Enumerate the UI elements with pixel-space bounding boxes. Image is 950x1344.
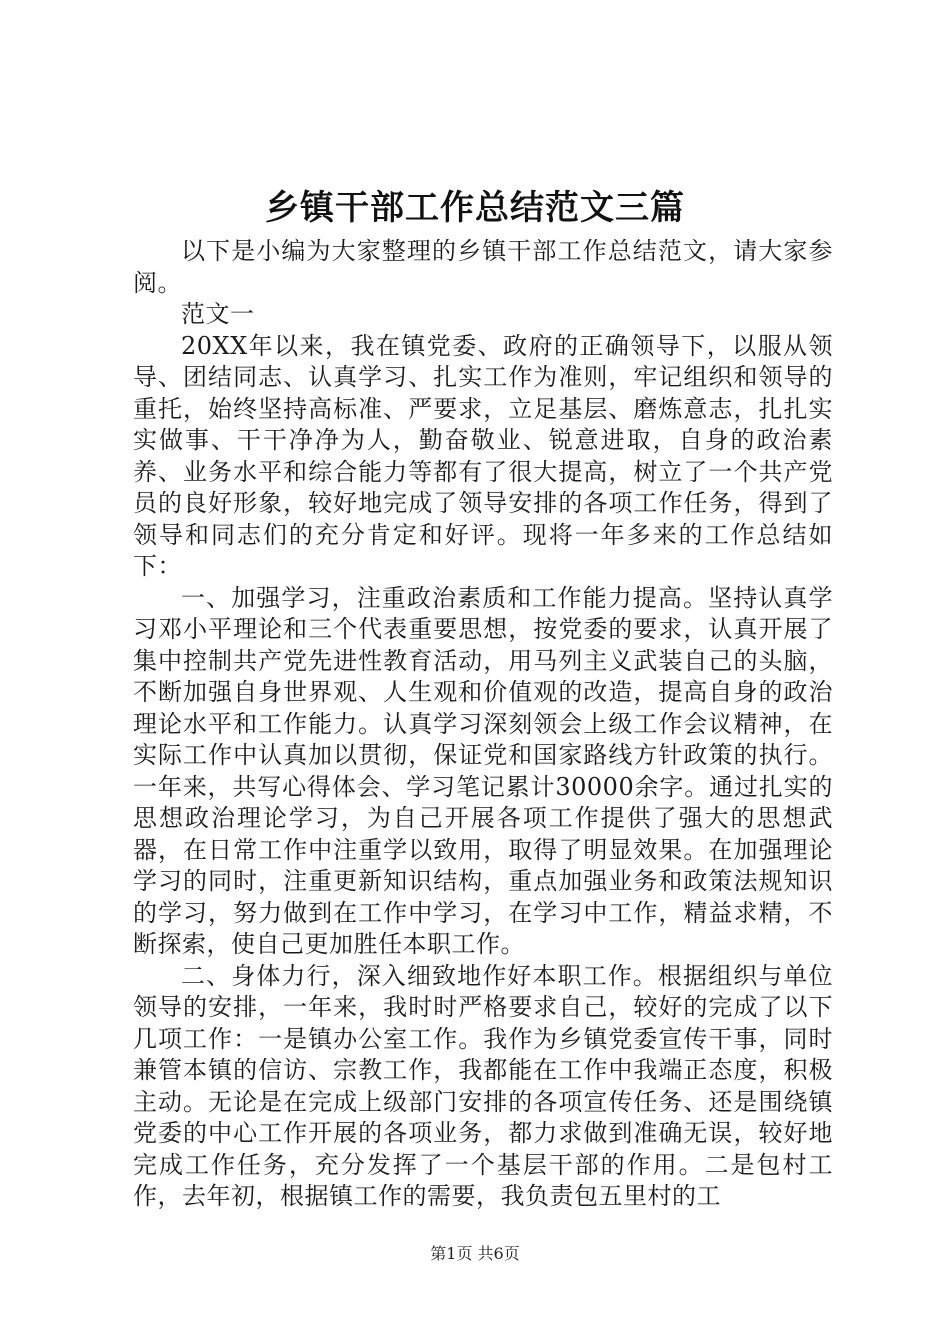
document-body xyxy=(133,236,833,1213)
page-number-footer: 第1页 共6页 xyxy=(430,1244,520,1263)
section-heading: 范文一 xyxy=(181,300,255,328)
intro-paragraph: 以下是小编为大家整理的乡镇干部工作总结范文，请大家参阅。 xyxy=(133,237,833,297)
body-paragraph: 一、加强学习，注重政治素质和工作能力提高。坚持认真学习邓小平理论和三个代表重要思想，按党委的要求，认真开展了集中控制共产党先进性教育活动，用马列主义武装自己的头脑，不断加强自身世界观、人生观和价值观的改造，提高自身的政治理论水平和工作能力。认真学习深刻领会上级工作会议精神，在实际工作中认真加以贯彻，保证党和国家路线方针政策的执行。一年来，共写心得体会、学习笔记累计30000余字。通过扎实的思想政治理论学习，为自己开展各项工作提供了强大的思想武器，在日常工作中注重学以致用，取得了明显效果。在加强理论学习的同时，注重更新知识结构，重点加强业务和政策法规知识的学习，努力做到在工作中学习，在学习中工作，精益求精，不断探索，使自己更加胜任本职工作。 xyxy=(133,583,833,958)
document-title: 乡镇干部工作总结范文三篇 xyxy=(265,188,685,228)
body-paragraph: 20XX年以来，我在镇党委、政府的正确领导下，以服从领导、团结同志、认真学习、扎实工作为准则，牢记组织和领导的重托，始终坚持高标准、严要求，立足基层、磨炼意志，扎扎实实做事、干干净净为人，勤奋敬业、锐意进取，自身的政治素养、业务水平和综合能力等都有了很大提高，树立了一个共产党员的良好形象，较好地完成了领导安排的各项工作任务，得到了领导和同志们的充分肯定和好评。现将一年多来的工作总结如下： xyxy=(133,331,833,580)
body-paragraph: 二、身体力行，深入细致地作好本职工作。根据组织与单位领导的安排，一年来，我时时严格要求自己，较好的完成了以下几项工作：一是镇办公室工作。我作为乡镇党委宣传干事，同时兼管本镇的信访、宗教工作，我都能在工作中我端正态度，积极主动。无论是在完成上级部门安排的各项宣传任务、还是围绕镇党委的中心工作开展的各项业务，都力求做到准确无误，较好地完成工作任务，充分发挥了一个基层干部的作用。二是包村工作，去年初，根据镇工作的需要，我负责包五里村的工 xyxy=(133,961,833,1210)
